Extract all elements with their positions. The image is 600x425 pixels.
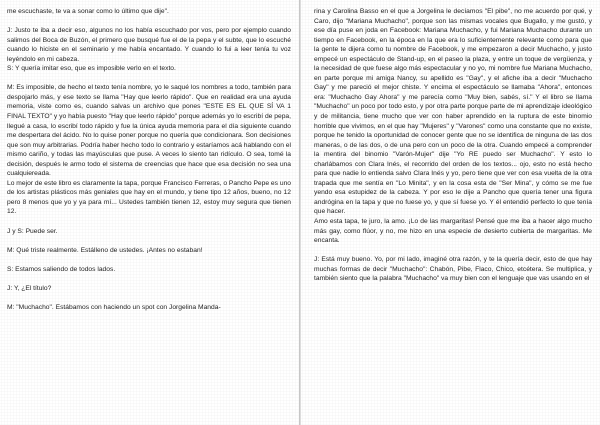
left-paragraph: S: Estamos saliendo de todos lados. xyxy=(7,265,116,273)
right-paragraph: J: Está muy bueno. Yo, por mi lado, imaginé otra razón, y te la quería decir, esto de que hay muchas formas de decir "Muchacho": Chabón, Pibe, Flaco, Chico, etcétera. Se multiplica, y también siento que la palabra "Muchacho" va muy bien con el lenguaje que vas usando en el xyxy=(314,256,592,283)
left-paragraph: M: Es imposible, de hecho el texto tenía nombre, yo le saqué los nombres a todo, también para despojarlo más, y ese texto se llama "Hay que leerlo rápido". Que en realidad era una ayuda memoria, viste como es, cuando salvas un archivo que pones "ESTE ES EL QUE SÍ VA 1 FINAL TEXTO" y yo había puesto "Hay que leerlo rápido" porque además yo lo escribí de pepa, llegué a casa, lo escribí todo rápido y fue la única ayuda memoria para el día siguiente cuando me despertara del ácido. No lo quise poner porque no quería que condicionara. Son decisiones que son muy arbitrarias. Podría haber hecho todo lo contrario y estaríamos acá hablando con el mismo cariño, y todas las mayúsculas que puse. A veces lo siento tan ridículo. O sea, tomé la decisión, después le armo todo el sistema de creencias que hace que esa decisión no sea una cualquiereada. xyxy=(7,84,292,178)
right-paragraph: rina y Carolina Basso en el que a Jorgelina le decíamos "El pibe", no me acuerdo por qué, y Caro, dijo "Mariana Muchacho", porque son las mismas vocales que Bugallo, y me gustó, y ese día puse en joda en Facebook: Mariana Muchacho, y fui Mariana Muchacho durante un tiempo en Facebook, en la época en la que era lo suficientemente relevante como para que la gente te dijera como tu nombre de Facebook, y me empezaron a decir Muchacho, y justo empecé un espectáculo de Stand-up, en el paseo la plaza, y entre un toque de vergüenza, y la necesidad de que fuese algo más espectacular y no yo, mi nombre fue Mariana Muchacho, en parte porque mi amiga Nancy, su apellido es "Gay", y el afiche iba a decir "Muchacho Gay" y me pareció el mejor chiste. Y encima el espectáculo se llamaba "Ahora", entonces era: "Muchacho Gay Ahora" y me parecía como "Muy bien, sabés, sí." Y el libro se llama "Muchacho" un poco por todo esto, y por otra parte porque parte de mi aprendizaje ideológico y de militancia, tiene mucho que ver con haber aprendido en la ruptura de este binomio horrible que vivimos, en el que hay "Mujeres" y "Varones" como una constante que no existe, porque he tenido la oportunidad de conocer gente que no se identifica de ninguna de las dos maneras, o de las dos, o de una pero con un poco de la otra. Cuando empecé a comprender la mentira del binomio "Varón-Mujer" dije "Yo RE puedo ser Muchacho". Y esto lo charlábamos con Clara Inés, el recorrido del orden de los textos... ojo, esto no está hecho para que nadie lo entienda salvo Clara Inés y yo, pero tiene que ver con esa vuelta de la otra trapada que me sentía en "Lo Minita", y en la cosa esta de "Ser Mina", y cómo se me fue yendo esa estupidez de la cabeza. Y por eso le dije a Pancho que quería tener una figura andrógina en la tapa y que no fuese yo, y que sí fuese yo. Y él entendió perfecto lo que tenía que hacer. xyxy=(314,8,592,216)
left-text-column xyxy=(7,7,291,313)
left-page xyxy=(0,0,299,425)
right-page xyxy=(301,0,600,425)
left-paragraph: me escuchaste, te va a sonar como lo último que dije". xyxy=(7,8,169,15)
left-paragraph: J y S: Puede ser. xyxy=(7,227,58,235)
right-text-column xyxy=(314,7,592,284)
left-paragraph: M: "Muchacho". Estábamos con haciendo un spot con Jorgelina Manda- xyxy=(7,303,221,311)
left-paragraph: J: Y, ¿El título? xyxy=(7,284,52,292)
left-paragraph: M: Qué triste realmente. Estálleno de ustedes. ¡Antes no estaban! xyxy=(7,246,203,254)
right-paragraph: Amo esta tapa, te juro, la amo. ¡Lo de las margaritas! Pensé que me iba a hacer algo mucho más gay, como flúor, y no, me hizo en una especie de desierto cubierta de margaritas. Me encanta. xyxy=(314,218,592,245)
left-paragraph: S: Y quería imitar eso, que es imposible verlo en el texto. xyxy=(7,65,176,73)
left-paragraph: J: Justo te iba a decir eso, algunos no los había escuchado por vos, pero por ejemplo cuando salimos del Boca de Buzón, el primero que busqué fue el de la pepa y el subte, que lo escuché cuando lo hiciste en el seminario y me había encantado. Y cuando lo fui a leer tenía tu voz leyéndolo en mi cabeza. xyxy=(7,27,291,63)
left-paragraph: Lo mejor de este libro es claramente la tapa, porque Francisco Ferreras, o Pancho Pepe es uno de los artistas plásticos más geniales que hay en el mundo, y tiene tipo 12 años, bueno, no 12 pero 8 menos que yo y ya para mí... Ustedes también tienen 12, estoy muy segura que tienen 12. xyxy=(7,179,292,216)
